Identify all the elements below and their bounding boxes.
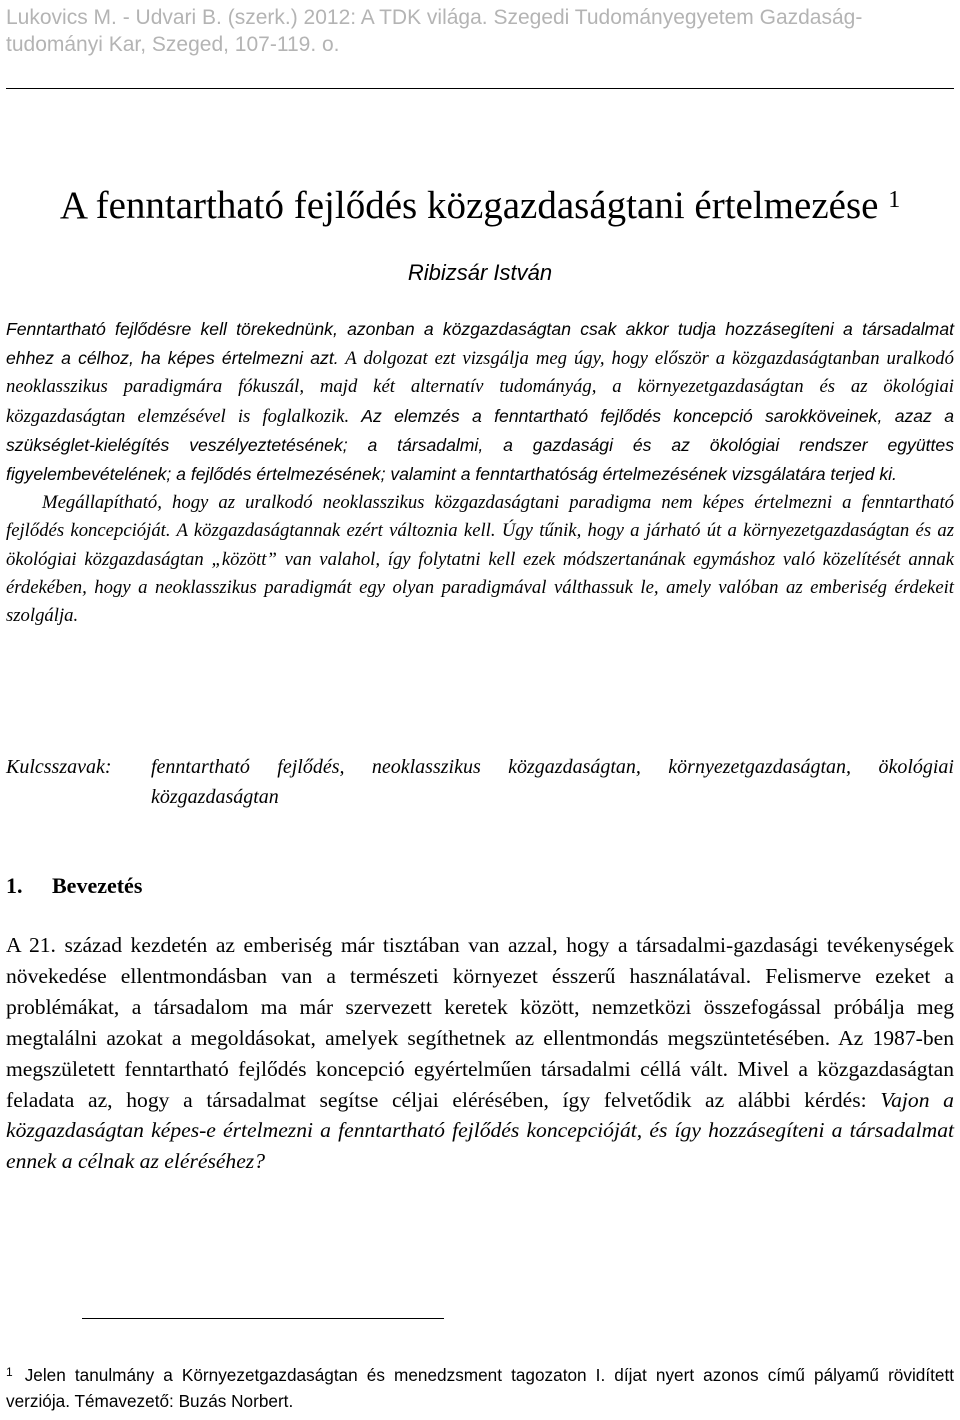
source-citation: Lukovics M. - Udvari B. (szerk.) 2012: A TDK világa. Szegedi Tudományegyetem Gazdaság-tudományi Kar, Szeged, 107-119. o. [6,6,863,56]
section-heading [6,871,142,901]
abstract-paragraph-1 [6,315,954,489]
section-number: 1. [6,873,23,898]
footnote [6,1362,954,1414]
title-footnote-marker: 1 [888,187,901,213]
header-divider [6,88,954,89]
abstract-paragraph-2: Megállapítható, hogy az uralkodó neoklasszikus közgazdaságtani paradigma nem képes értelmezni a fenntartható fejlődés koncepcióját. A közgazdaságtannak ezért változnia kell. Úgy tűnik, hogy a járható út a környezetgazdaságtan és az ökológiai közgazdaságtan „között” van valahol, így folytatni kell ezek módszertanának egymáshoz való közelítését annak érdekében, hogy a neoklasszikus paradigmát egy olyan paradigmával válthassuk le, amely valóban az emberiség érdekeit szolgálja. [6,492,954,627]
paper-title-text: A fenntartható fejlődés közgazdaságtani értelmezése [59,184,879,227]
body-text: A 21. század kezdetén az emberiség már tisztában van azzal, hogy a társadalmi-gazdasági tevékenységek növekedése ellentmondásban van a természeti környezet ésszerű használatával. Felismerve ezeket a problémákat, a társadalom ma már szervezett keretek között, nemzetközi összefogással próbálja meg megtalálni azokat a megoldásokat, amelyek segíthetnek az ellentmondás megszüntetésében. Az 1987-ben megszületett fenntartható fejlődés koncepció egyértelműen társadalmi céllá vált. Mivel a közgazdaságtan feladata az, hogy a társadalmat segítse céljai elérésében, így felvetődik az alábbi kérdés: [6,933,954,1112]
research-question: Vajon a közgazdaságtan képes-e értelmezni a fenntartható fejlődés koncepcióját, és így hozzásegíteni a társadalmat ennek a célnak az eléréséhez? [6,1087,954,1174]
abstract-sentence-3: Az elemzés a fenntartható fejlődés koncepció sarokköveinek, azaz a szükséglet-kielégítés veszélyeztetésének; a társadalmi, a gazdasági és az ökológiai rendszer együttes figyelembevételének; a fejlődés értelmezésének; valamint a fenntarthatóság értelmezésének vizsgálatára terjed ki. [6,405,954,485]
footnote-marker: 1 [6,1365,13,1379]
author-name: Ribizsár István [407,260,553,285]
abstract-sentence-2: A dolgozat ezt vizsgálja meg úgy, hogy először a közgazdaságtanban uralkodó neoklasszikus paradigmára fókuszál, majd két alternatív tudományág, a környezetgazdaságtan és az ökológiai közgazdaságtan elemzésével is foglalkozik. [6,348,954,427]
section-title: Bevezetés [52,873,143,898]
abstract [6,315,954,630]
keywords-list: fenntartható fejlődés, neoklasszikus közgazdaságtan, környezetgazdaságtan, ökológiai közgazdaságtan [151,756,954,808]
paper-title [6,182,954,230]
keywords [6,752,954,812]
body-paragraph [6,930,954,1177]
footnote-divider [82,1318,444,1319]
footnote-text: Jelen tanulmány a Környezetgazdaságtan és menedzsment tagozaton I. díjat nyert azonos című pályamű rövidített verziója. Témavezető: Buzás Norbert. [6,1365,954,1411]
keywords-label: Kulcsszavak: [6,756,112,778]
abstract-sentence-1: Fenntartható fejlődésre kell törekednünk, azonban a közgazdaságtan csak akkor tudja hozzásegíteni a társadalmat ehhez a célhoz, ha képes értelmezni azt. [6,319,954,369]
